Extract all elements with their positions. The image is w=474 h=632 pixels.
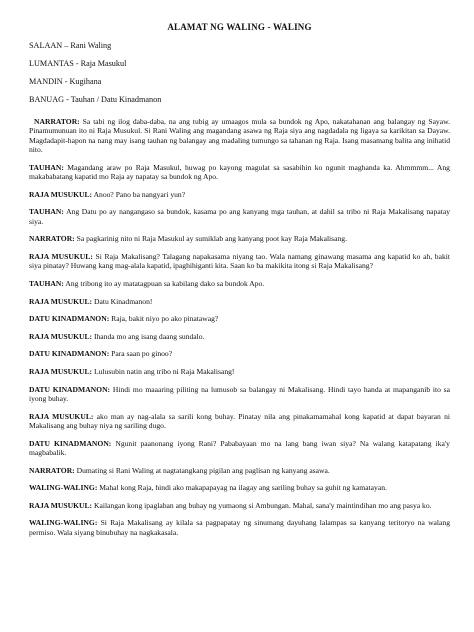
dialogue-text: Si Raja Makalisang? Talagang napakasama niyang tao. Wala namang ginawang masama ang kapatid ko ah, bakit siya pinatay? Huwang kang mag-alala kapatid, ipaghihiganti kita. Saan ko ba makikita itong si Raja Makalisang? xyxy=(29,252,450,271)
dialogue-paragraph xyxy=(29,439,450,458)
cast-line: MANDIN - Kugihana xyxy=(29,77,102,86)
speaker-label: RAJA MUSUKUL: xyxy=(29,366,93,376)
cast-line: BANUAG - Tauhan / Datu Kinadmanon xyxy=(29,95,162,104)
dialogue-text: Mahal kong Raja, hindi ako makapapayag na ilagay ang sariling buhay sa guhit ng kamatayan. xyxy=(99,483,387,493)
dialogue-text: Ihanda mo ang isang daang sundalo. xyxy=(93,331,205,341)
speaker-label: TAUHAN: xyxy=(29,279,64,288)
dialogue-text: Hindi mo maaaring piliting na lumusob sa balangay ni Makalisang. Hindi tayo handa at mapanganib ito sa iyong buhay. xyxy=(29,384,450,403)
speaker-label: RAJA MUSUKUL: xyxy=(29,331,93,341)
dialogue-paragraph xyxy=(29,483,450,492)
speaker-label: NARRATOR: xyxy=(29,465,75,475)
speaker-label: RAJA MUSUKUL: xyxy=(29,252,93,261)
dialogue-text: Ang Datu po ay nangangaso sa bundok, kasama po ang kanyang mga tauhan, at dahil sa tribo ni Raja Makalisang napatay siya. xyxy=(29,207,450,226)
dialogue-text: Sa tabi ng ilog daba-daba, na ang tubig ay umaagos mula sa bundok ng Apo, nakatahanan ang balangay ng Sayaw. Pinamumunuan ito ni Raja Musukul. Si Rani Waling ang magandang asawa ng Raja siya ang nagdadala ng ligaya sa karikitan sa Dayaw. Magdadapit-hapon na nang may isang tauhan ng balangay ang madaling tumungo sa tahanan ng Raja. Isang masamang balita ang inihatid nito. xyxy=(29,117,450,155)
dialogue-text: Magandang araw po Raja Masukul, huwag po kayong magulat sa sasabihin ko ngunit maghanda ka. Ahmmmm... Ang makababatang kapatid mo Raja ay napatay sa bundok ng Apo. xyxy=(29,162,450,182)
speaker-label: DATU KINADMANON: xyxy=(29,438,112,448)
dialogue-paragraph xyxy=(29,385,450,404)
dialogue-paragraph xyxy=(29,349,450,358)
dialogue-paragraph xyxy=(29,279,450,288)
document-title: ALAMAT NG WALING - WALING xyxy=(167,22,312,32)
speaker-label: TAUHAN: xyxy=(29,207,64,217)
speaker-label: WALING-WALING: xyxy=(29,483,98,493)
speaker-label: TAUHAN: xyxy=(29,162,64,172)
dialogue-text: Datu Kinadmanon! xyxy=(93,296,153,306)
speaker-label: NARRATOR: xyxy=(29,234,75,244)
dialogue-text: Sa pagkarinig nito ni Raja Masukul ay sumiklab ang kanyang poot kay Raja Makalisang. xyxy=(76,234,347,244)
dialogue-paragraph xyxy=(29,297,450,306)
dialogue-paragraph xyxy=(29,252,450,271)
dialogue-text: Kailangan kong ipaglaban ang buhay ng yumaong si Ambungan. Mahal, sana'y maintindihan mo ang pasya ko. xyxy=(93,500,432,510)
speaker-label: RAJA MUSUKUL: xyxy=(29,189,93,199)
speaker-label: NARRATOR: xyxy=(34,117,80,126)
script-body xyxy=(29,117,450,537)
dialogue-paragraph xyxy=(29,117,450,155)
dialogue-paragraph xyxy=(29,314,450,323)
dialogue-paragraph xyxy=(29,412,450,431)
dialogue-paragraph xyxy=(29,466,450,475)
speaker-label: DATU KINADMANON: xyxy=(29,349,110,359)
speaker-label: RAJA MUSUKUL: xyxy=(29,411,94,421)
dialogue-paragraph xyxy=(29,501,450,510)
dialogue-paragraph xyxy=(29,518,450,537)
speaker-label: RAJA MUSUKUL: xyxy=(29,296,93,306)
dialogue-paragraph xyxy=(29,190,450,199)
speaker-label: RAJA MUSUKUL: xyxy=(29,500,93,510)
dialogue-text: ako man ay nag-alala sa sarili kong buhay. Pinatay nila ang pinakamamahal kong kapatid at dapat bayaran ni Makalisang ang buhay niya ng sariling dugo. xyxy=(29,411,450,430)
dialogue-text: Para saan po ginoo? xyxy=(111,349,173,359)
cast-line: SALAAN – Rani Waling xyxy=(29,41,112,50)
dialogue-paragraph xyxy=(29,234,450,243)
dialogue-paragraph xyxy=(29,207,450,226)
dialogue-text: Ang tribong ito ay matatagpuan sa kabilang dako sa bundok Apo. xyxy=(65,279,265,288)
dialogue-text: Anoo? Pano ba nangyari yun? xyxy=(93,189,186,199)
speaker-label: DATU KINADMANON: xyxy=(29,384,111,394)
dialogue-paragraph xyxy=(29,367,450,376)
dialogue-text: Ngunit paanonang iyong Rani? Pababayaan mo na lang bang iwan siya? Na walang katapatang ika'y magbabalik. xyxy=(29,438,450,457)
dialogue-paragraph xyxy=(29,332,450,341)
cast-list xyxy=(29,41,450,105)
dialogue-text: Dumating si Rani Waling at nagtatangkang pigilan ang paglisan ng kanyang asawa. xyxy=(76,465,330,475)
cast-line: LUMANTAS - Raja Masukul xyxy=(29,59,127,68)
dialogue-text: Lulusubin natin ang tribo ni Raja Makalisang! xyxy=(93,366,235,376)
dialogue-text: Si Raja Makalisang ay kilala sa pagpapatay ng sinumang dayuhang lalampas sa kanyang teritoryo na walang permiso. Wala siyang binubuhay na nagkakasala. xyxy=(29,518,450,537)
dialogue-paragraph xyxy=(29,163,450,182)
speaker-label: DATU KINADMANON: xyxy=(29,314,110,324)
dialogue-text: Raja, bakit niyo po ako pinatawag? xyxy=(111,314,219,324)
speaker-label: WALING-WALING: xyxy=(29,518,98,528)
